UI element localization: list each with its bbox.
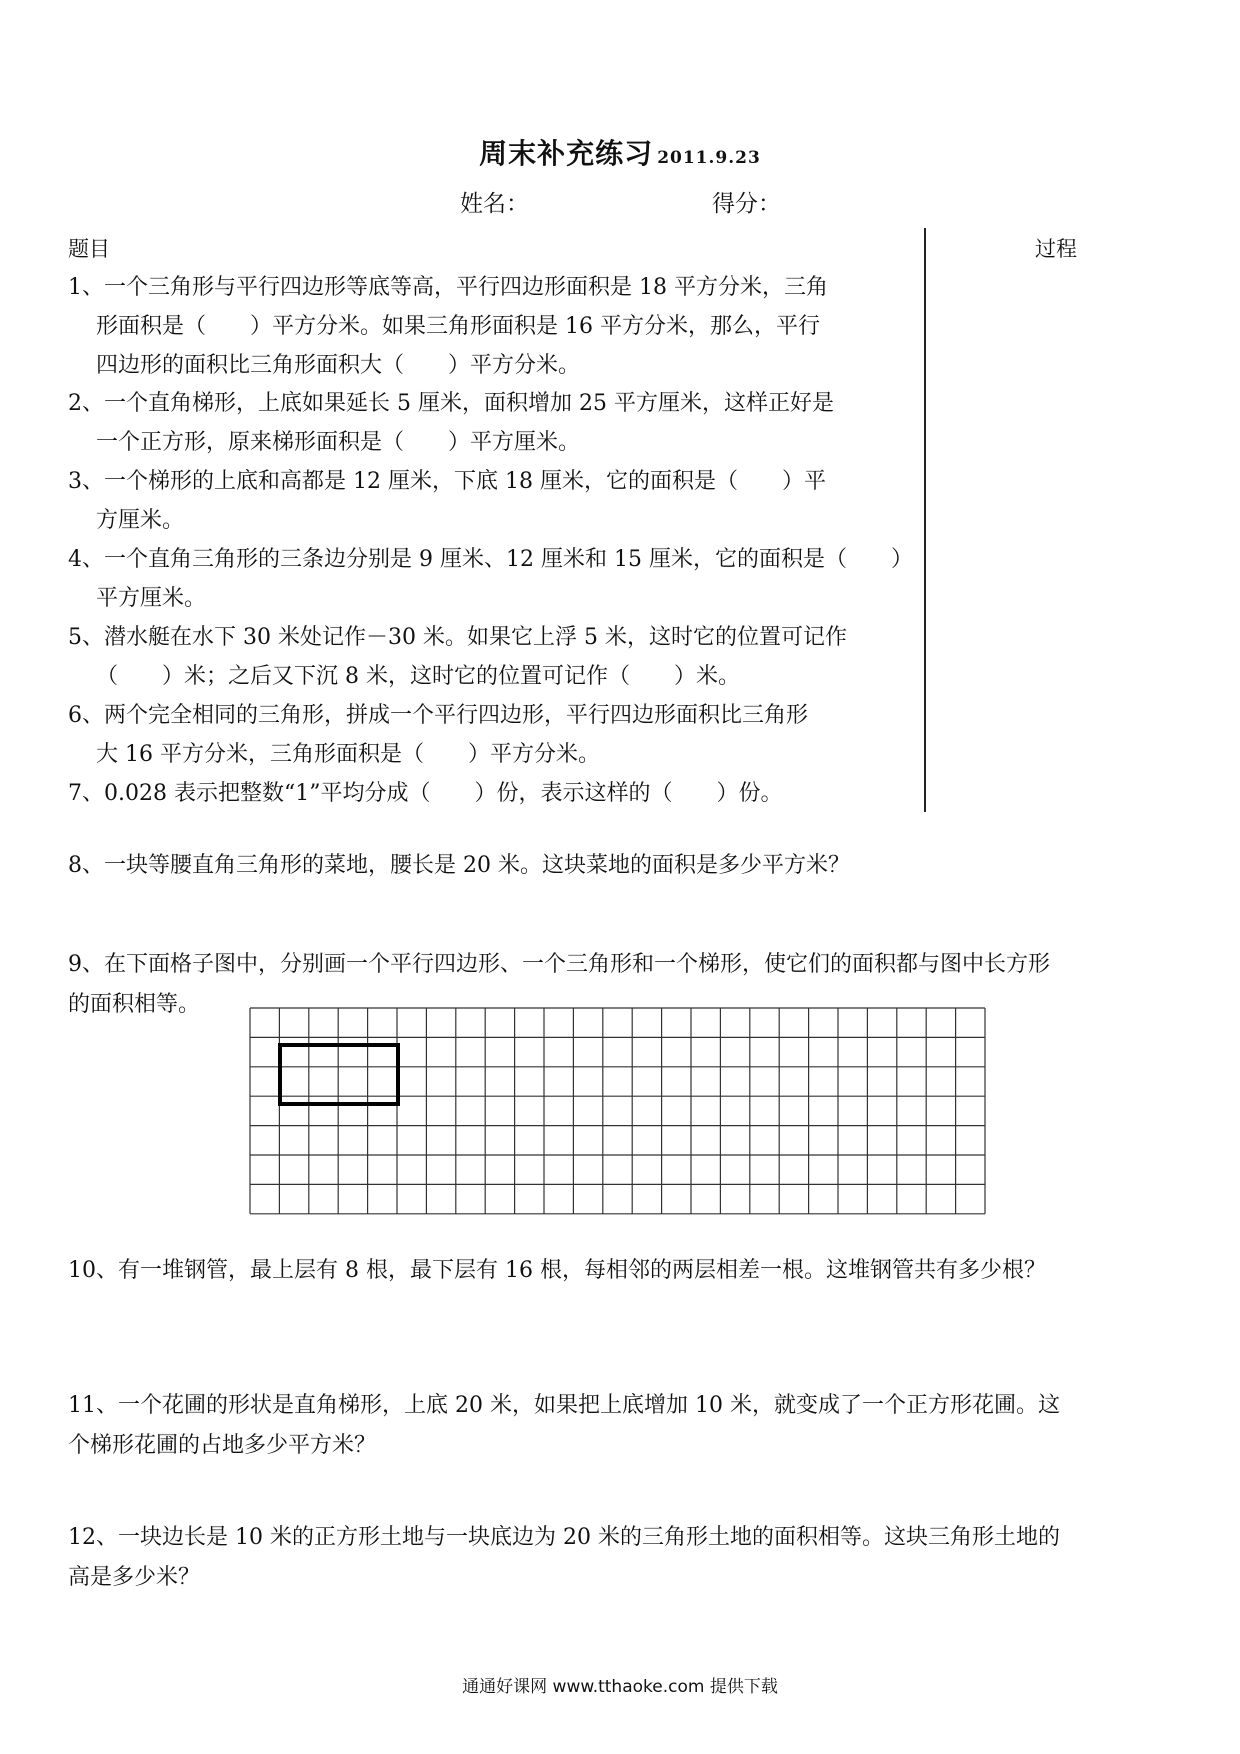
question-7-line-1: 7、0.028 表示把整数“1”平均分成（ ）份，表示这样的（ ）份。 xyxy=(68,781,783,806)
process-column-header: 过程 xyxy=(1035,237,1077,261)
question-5 xyxy=(68,618,847,696)
question-4-line-2: 平方厘米。 xyxy=(96,586,207,611)
question-5-line-2: （ ）米；之后又下沉 8 米，这时它的位置可记作（ ）米。 xyxy=(96,664,740,689)
title-text: 周末补充练习 xyxy=(479,137,654,170)
question-3-line-2: 方厘米。 xyxy=(96,508,185,533)
footer-credit: 通通好课网 www.tthaoke.com 提供下载 xyxy=(462,1677,778,1697)
question-11-line-1: 11、一个花圃的形状是直角梯形，上底 20 米，如果把上底增加 10 米，就变成了一个正方形花圃。这 xyxy=(68,1393,1060,1418)
title-date: 2011.9.23 xyxy=(657,148,761,168)
question-6-line-2: 大 16 平方分米，三角形面积是（ ）平方分米。 xyxy=(96,742,600,767)
question-7 xyxy=(68,774,782,813)
question-5-line-1: 5、潜水艇在水下 30 米处记作－30 米。如果它上浮 5 米，这时它的位置可记作 xyxy=(68,625,847,650)
name-label: 姓名： xyxy=(460,191,529,217)
grid-figure xyxy=(249,1007,1001,1221)
question-11 xyxy=(68,1386,1178,1466)
question-8: 8、一块等腰直角三角形的菜地，腰长是 20 米。这块菜地的面积是多少平方米？ xyxy=(68,853,850,878)
question-10: 10、有一堆钢管，最上层有 8 根，最下层有 16 根，每相邻的两层相差一根。这堆钢管共有多少根？ xyxy=(68,1258,1046,1283)
question-12-line-2: 高是多少米？ xyxy=(68,1565,201,1590)
question-2-line-1: 2、一个直角梯形，上底如果延长 5 厘米，面积增加 25 平方厘米，这样正好是 xyxy=(68,391,834,416)
question-1-line-1: 1、一个三角形与平行四边形等底等高，平行四边形面积是 18 平方分米，三角 xyxy=(68,275,828,300)
question-9-line-2: 的面积相等。 xyxy=(68,992,201,1017)
question-12 xyxy=(68,1518,1178,1598)
question-11-line-2: 个梯形花圃的占地多少平方米？ xyxy=(68,1433,377,1458)
question-6-line-1: 6、两个完全相同的三角形，拼成一个平行四边形，平行四边形面积比三角形 xyxy=(68,703,808,728)
question-1-line-3: 四边形的面积比三角形面积大（ ）平方分米。 xyxy=(96,353,581,378)
page-title xyxy=(0,132,1240,172)
grid-rectangle xyxy=(280,1045,398,1104)
score-label: 得分： xyxy=(712,191,781,217)
question-3 xyxy=(68,462,826,540)
question-12-line-1: 12、一块边长是 10 米的正方形土地与一块底边为 20 米的三角形土地的面积相等。这块三角形土地的 xyxy=(68,1525,1060,1550)
questions-column-header: 题目 xyxy=(68,237,110,261)
grid-lines xyxy=(250,1008,985,1214)
question-6 xyxy=(68,696,808,774)
question-4 xyxy=(68,540,913,618)
question-9-line-1: 9、在下面格子图中，分别画一个平行四边形、一个三角形和一个梯形，使它们的面积都与图中长方形 xyxy=(68,952,1051,977)
column-divider xyxy=(924,228,926,812)
question-2 xyxy=(68,384,834,462)
question-1 xyxy=(68,268,828,385)
question-4-line-1: 4、一个直角三角形的三条边分别是 9 厘米、12 厘米和 15 厘米，它的面积是（ ） xyxy=(68,547,913,572)
grid-svg xyxy=(249,1007,1001,1217)
question-3-line-1: 3、一个梯形的上底和高都是 12 厘米，下底 18 厘米，它的面积是（ ）平 xyxy=(68,469,826,494)
question-2-line-2: 一个正方形，原来梯形面积是（ ）平方厘米。 xyxy=(96,430,581,455)
question-1-line-2: 形面积是（ ）平方分米。如果三角形面积是 16 平方分米，那么，平行 xyxy=(96,314,820,339)
